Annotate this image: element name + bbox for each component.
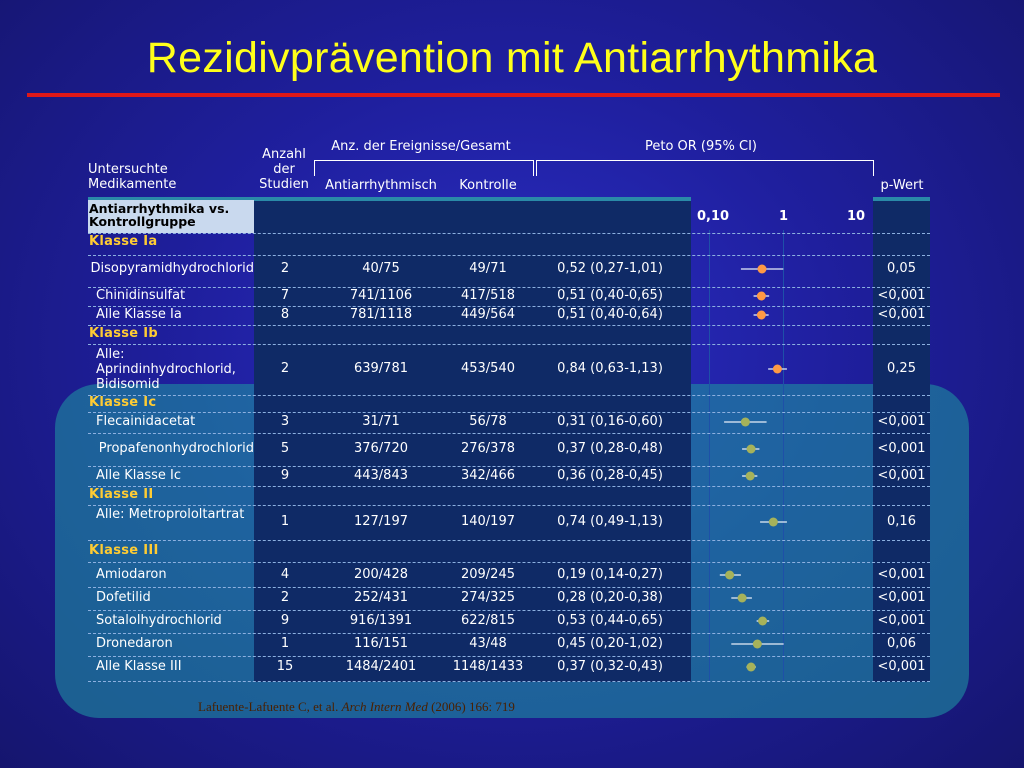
- row-divider: [88, 344, 930, 345]
- header-peto: Peto OR (95% CI): [644, 139, 758, 154]
- studies-count: 5: [280, 441, 290, 456]
- header-kontrolle: Kontrolle: [459, 178, 517, 193]
- row-divider: [88, 587, 930, 588]
- citation-ref: (2006) 166: 719: [431, 699, 515, 714]
- page-title: Rezidivprävention mit Antiarrhythmika: [146, 34, 878, 82]
- p-value: <0,001: [877, 414, 926, 429]
- row-divider: [88, 255, 930, 256]
- studies-count: 1: [280, 514, 290, 529]
- bracket-tick: [533, 160, 534, 176]
- studies-count: 4: [280, 567, 290, 582]
- events-control: 209/245: [460, 567, 515, 582]
- drug-name: Alle Klasse Ia: [96, 307, 182, 322]
- odds-ratio-ci: 0,37 (0,28-0,48): [557, 441, 663, 456]
- section-label: Klasse III: [89, 543, 159, 558]
- citation-authors: Lafuente-Lafuente C, et al.: [198, 699, 339, 714]
- events-control: 342/466: [460, 468, 515, 483]
- p-value: <0,001: [877, 288, 926, 303]
- events-antiarrhythmic: 252/431: [353, 590, 408, 605]
- row-divider: [88, 233, 930, 234]
- row-divider: [88, 681, 930, 682]
- p-value: <0,001: [877, 613, 926, 628]
- bracket-tick: [873, 160, 874, 176]
- events-antiarrhythmic: 639/781: [353, 361, 408, 376]
- header-medikamente-line2: Medikamente: [88, 177, 177, 192]
- events-control: 274/325: [460, 590, 515, 605]
- section-label: Klasse Ib: [89, 326, 158, 341]
- row-divider: [88, 562, 930, 563]
- p-value: 0,25: [887, 361, 916, 376]
- events-antiarrhythmic: 376/720: [353, 441, 408, 456]
- odds-ratio-point: [757, 265, 766, 274]
- bracket-tick: [314, 160, 315, 176]
- events-control: 453/540: [460, 361, 515, 376]
- bracket-ereignisse: [314, 160, 533, 161]
- drug-name: Chinidinsulfat: [96, 288, 186, 303]
- header-anzahl-line3: Studien: [259, 177, 309, 192]
- events-control: 276/378: [460, 441, 515, 456]
- drug-name: Dofetilid: [96, 590, 151, 605]
- odds-ratio-point: [773, 365, 782, 374]
- header-medikamente: [88, 162, 176, 192]
- events-antiarrhythmic: 741/1106: [349, 288, 413, 303]
- row-divider: [88, 486, 930, 487]
- p-value: <0,001: [877, 567, 926, 582]
- odds-ratio-point: [757, 292, 766, 301]
- events-antiarrhythmic: 443/843: [353, 468, 408, 483]
- drug-name: Disopyramidhydrochlorid: [90, 261, 254, 276]
- drug-name: Alle Klasse Ic: [96, 468, 182, 483]
- group-label: Antiarrhythmika vs. Kontrollgruppe: [88, 200, 254, 233]
- odds-ratio-ci: 0,36 (0,28-0,45): [557, 468, 663, 483]
- drug-name: Alle: Metroprololtartrat: [96, 507, 245, 522]
- events-antiarrhythmic: 1484/2401: [345, 659, 417, 674]
- studies-count: 8: [280, 307, 290, 322]
- citation: [198, 699, 515, 715]
- bracket-peto: [536, 160, 873, 161]
- p-value: 0,06: [887, 636, 916, 651]
- header-ereignisse: Anz. der Ereignisse/Gesamt: [331, 139, 511, 154]
- odds-ratio-ci: 0,31 (0,16-0,60): [557, 414, 663, 429]
- header-p-wert: p-Wert: [880, 178, 924, 193]
- odds-ratio-ci: 0,53 (0,44-0,65): [557, 613, 663, 628]
- p-value: <0,001: [877, 441, 926, 456]
- events-antiarrhythmic: 40/75: [362, 261, 400, 276]
- studies-count: 1: [280, 636, 290, 651]
- events-control: 1148/1433: [452, 659, 524, 674]
- studies-count: 3: [280, 414, 290, 429]
- studies-count: 15: [276, 659, 294, 674]
- row-divider: [88, 325, 930, 326]
- title-divider: [27, 93, 1000, 97]
- drug-name: Sotalolhydrochlorid: [96, 613, 222, 628]
- studies-count: 2: [280, 590, 290, 605]
- row-divider: [88, 633, 930, 634]
- events-antiarrhythmic: 116/151: [353, 636, 408, 651]
- events-control: 49/71: [469, 261, 507, 276]
- odds-ratio-ci: 0,84 (0,63-1,13): [557, 361, 663, 376]
- row-divider: [88, 505, 930, 506]
- row-divider: [88, 466, 930, 467]
- odds-ratio-ci: 0,19 (0,14-0,27): [557, 567, 663, 582]
- row-divider: [88, 610, 930, 611]
- header-antiarrhythmisch: Antiarrhythmisch: [325, 178, 437, 193]
- row-divider: [88, 395, 930, 396]
- p-value: 0,05: [887, 261, 916, 276]
- odds-ratio-point: [757, 311, 766, 320]
- events-antiarrhythmic: 31/71: [362, 414, 400, 429]
- drug-name: Amiodaron: [96, 567, 167, 582]
- section-label: Klasse Ic: [89, 395, 157, 410]
- drug-name: Alle Klasse III: [96, 659, 182, 674]
- odds-ratio-ci: 0,37 (0,32-0,43): [557, 659, 663, 674]
- studies-count: 7: [280, 288, 290, 303]
- axis-line-0-10: [709, 230, 710, 682]
- drug-name: Alle: Aprindinhydrochlorid, Bidisomid: [96, 347, 236, 392]
- events-control: 622/815: [460, 613, 515, 628]
- drug-name: Flecainidacetat: [96, 414, 196, 429]
- odds-ratio-ci: 0,51 (0,40-0,65): [557, 288, 663, 303]
- axis-tick-10: 10: [847, 209, 866, 224]
- row-divider: [88, 540, 930, 541]
- row-divider: [88, 656, 930, 657]
- events-control: 140/197: [460, 514, 515, 529]
- odds-ratio-ci: 0,28 (0,20-0,38): [557, 590, 663, 605]
- section-label: Klasse Ia: [89, 234, 158, 249]
- drug-name: Dronedaron: [96, 636, 173, 651]
- bracket-tick: [536, 160, 537, 176]
- p-value: <0,001: [877, 468, 926, 483]
- events-control: 56/78: [469, 414, 507, 429]
- studies-count: 9: [280, 468, 290, 483]
- odds-ratio-ci: 0,51 (0,40-0,64): [557, 307, 663, 322]
- odds-ratio-ci: 0,74 (0,49-1,13): [557, 514, 663, 529]
- section-label: Klasse II: [89, 487, 154, 502]
- header-anzahl-line1: Anzahl: [262, 147, 306, 162]
- header-medikamente-line1: Untersuchte: [88, 162, 168, 177]
- p-value: <0,001: [877, 307, 926, 322]
- axis-tick-0-10: 0,10: [697, 209, 730, 224]
- events-control: 43/48: [469, 636, 507, 651]
- studies-count: 9: [280, 613, 290, 628]
- citation-journal: Arch Intern Med: [341, 699, 428, 714]
- events-control: 417/518: [460, 288, 515, 303]
- p-value: <0,001: [877, 590, 926, 605]
- events-antiarrhythmic: 916/1391: [349, 613, 413, 628]
- row-divider: [88, 433, 930, 434]
- row-divider: [88, 412, 930, 413]
- events-antiarrhythmic: 200/428: [353, 567, 408, 582]
- header-anzahl: [254, 147, 314, 192]
- header-anzahl-line2: der: [273, 162, 295, 177]
- drug-name: Propafenonhydrochlorid: [98, 441, 254, 456]
- events-antiarrhythmic: 127/197: [353, 514, 408, 529]
- studies-count: 2: [280, 261, 290, 276]
- events-control: 449/564: [460, 307, 515, 322]
- events-antiarrhythmic: 781/1118: [349, 307, 413, 322]
- p-value: <0,001: [877, 659, 926, 674]
- p-value: 0,16: [887, 514, 916, 529]
- odds-ratio-ci: 0,45 (0,20-1,02): [557, 636, 663, 651]
- axis-line-1: [783, 230, 784, 682]
- studies-count: 2: [280, 361, 290, 376]
- axis-tick-1: 1: [779, 209, 789, 224]
- odds-ratio-ci: 0,52 (0,27-1,01): [557, 261, 663, 276]
